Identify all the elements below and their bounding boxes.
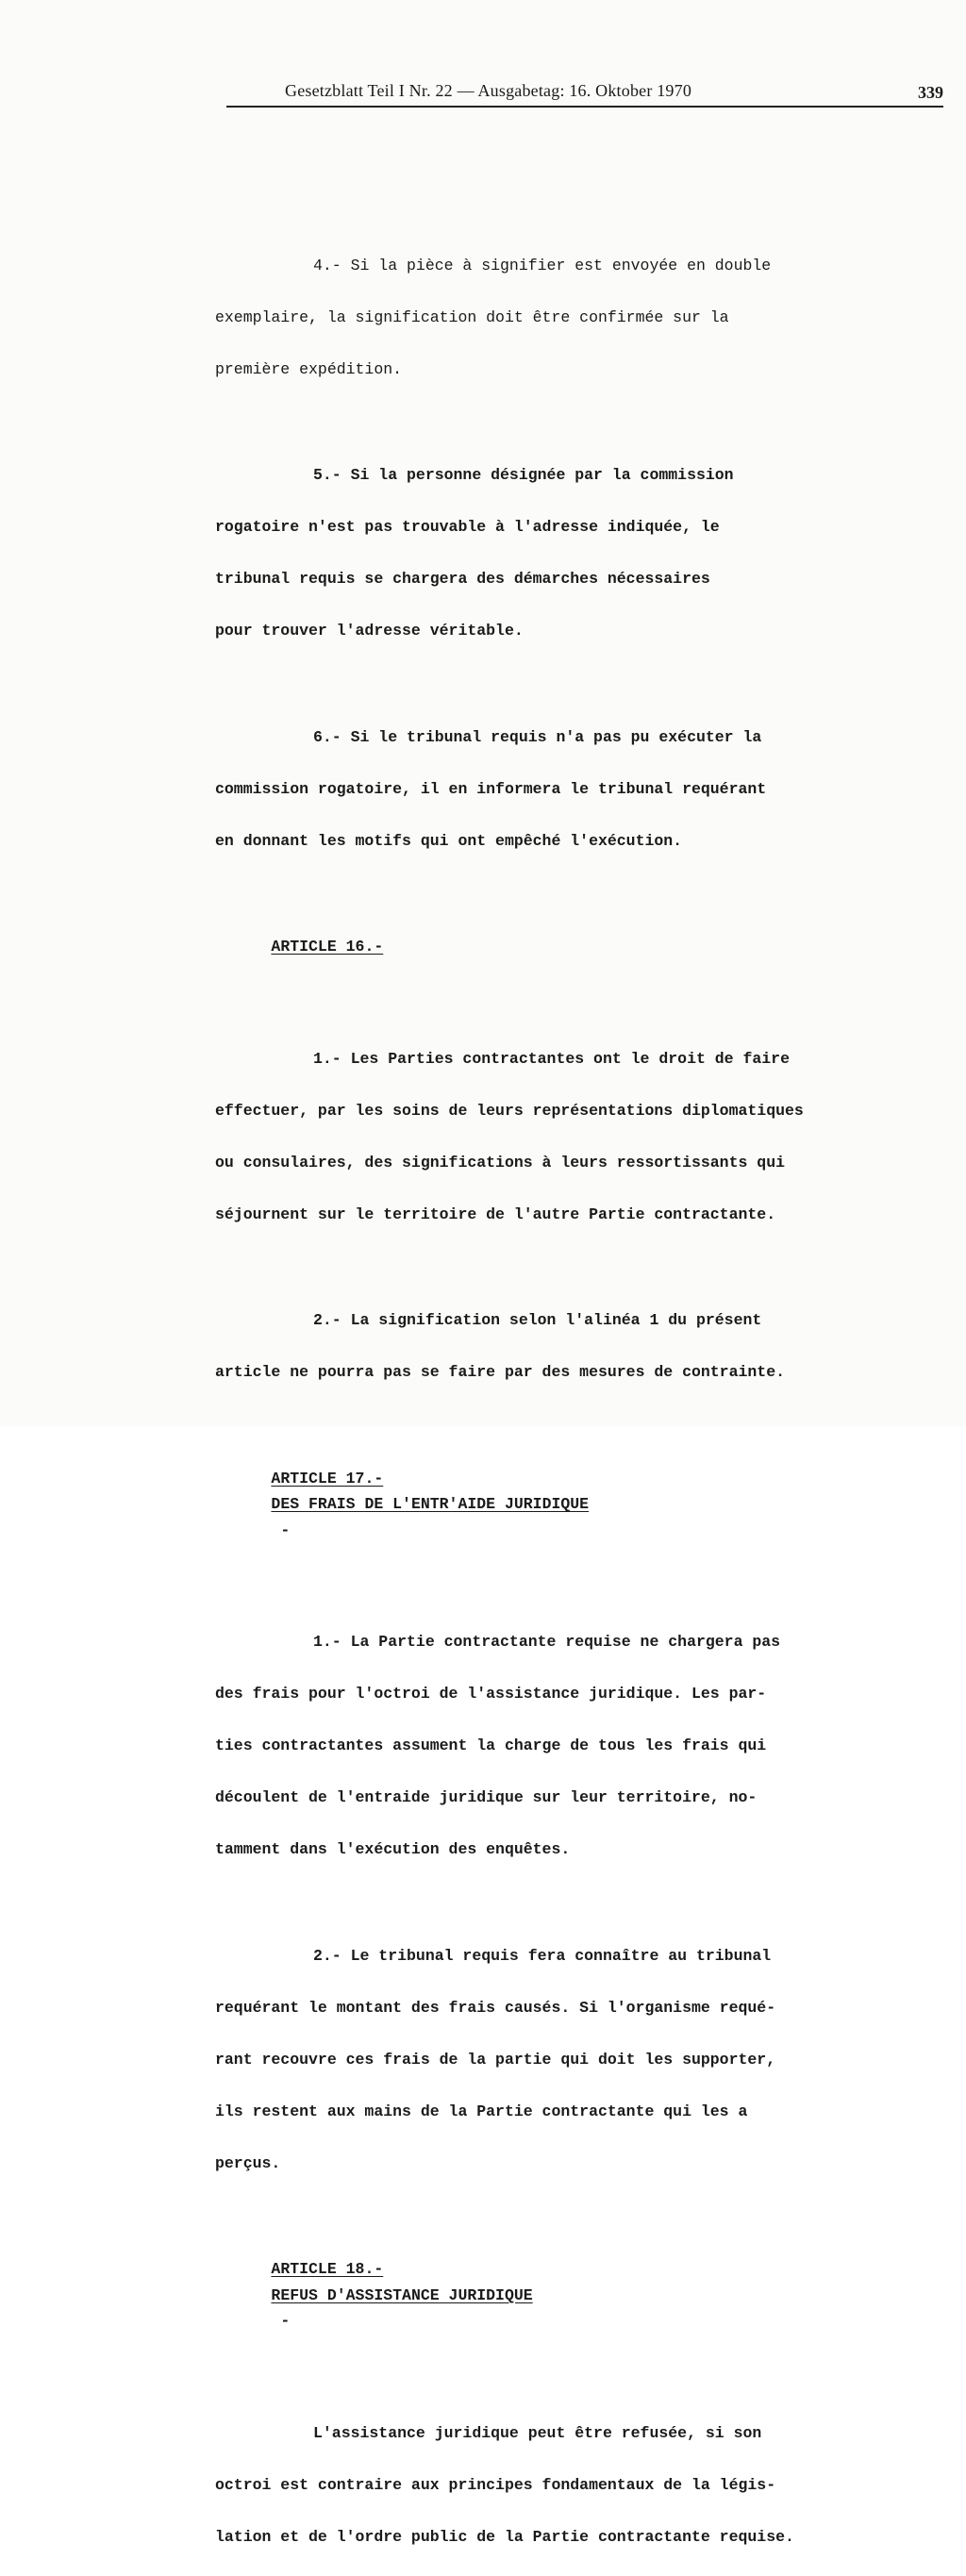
paragraph-15-6: 6.- Si le tribunal requis n'a pas pu exécuter la commission rogatoire, il en informera le tribunal requérant en donnant les motifs qui ont empêché l'exécution.	[215, 727, 767, 850]
paragraph-18: L'assistance juridique peut être refusée, si son octroi est contraire aux principes fondamentaux de la légis- lation et de l'ordre public de la Partie contractante requise.	[215, 2423, 794, 2546]
paragraph-17-2: 2.- Le tribunal requis fera connaître au tribunal requérant le montant des frais causés. Si l'organisme requé- rant recouvre ces frais de la partie qui doit les supporter, ils restent aux mains de la Partie contractante qui les a perçus.	[215, 1946, 776, 2172]
paragraph-15-5: 5.- Si la personne désignée par la commission rogatoire n'est pas trouvable à l'adresse indiquée, le tribunal requis se chargera des démarches nécessaires pour trouver l'adresse véritable.	[215, 466, 734, 640]
gazette-title: Gesetzblatt Teil I Nr. 22 — Ausgabetag: 16. Oktober 1970	[285, 81, 692, 100]
paragraph-16-2: 2.- La signification selon l'alinéa 1 du présent article ne pourra pas se faire par des mesures de contrainte.	[215, 1311, 785, 1381]
paragraph-16-1: 1.- Les Parties contractantes ont le droit de faire effectuer, par les soins de leurs représentations diplomatiques ou consulaires, des significations à leurs ressortissants qui séjournent sur le territoire de l'autre Partie contractante.	[215, 1049, 804, 1223]
page-number: 339	[918, 83, 943, 102]
paragraph-15-4: 4.- Si la pièce à signifier est envoyée en double exemplaire, la signification doit être confirmée sur la première expédition.	[215, 256, 772, 378]
article-16-heading: ARTICLE 16.-	[271, 938, 384, 956]
paragraph-17-1: 1.- La Partie contractante requise ne chargera pas des frais pour l'octroi de l'assistance juridique. Les par- ties contractantes assument la charge de tous les frais qui découlent de l'entraide juridique sur leur territoire, no- tamment dans l'exécution des enquêtes.	[215, 1633, 781, 1858]
article-17-heading: ARTICLE 17.- DES FRAIS DE L'ENTR'AIDE JURIDIQUE -	[271, 1469, 590, 1539]
page-header	[226, 81, 943, 111]
header-rule	[226, 106, 943, 108]
document-body	[215, 226, 849, 2576]
article-18-heading: ARTICLE 18.- REFUS D'ASSISTANCE JURIDIQUE -	[271, 2260, 533, 2330]
